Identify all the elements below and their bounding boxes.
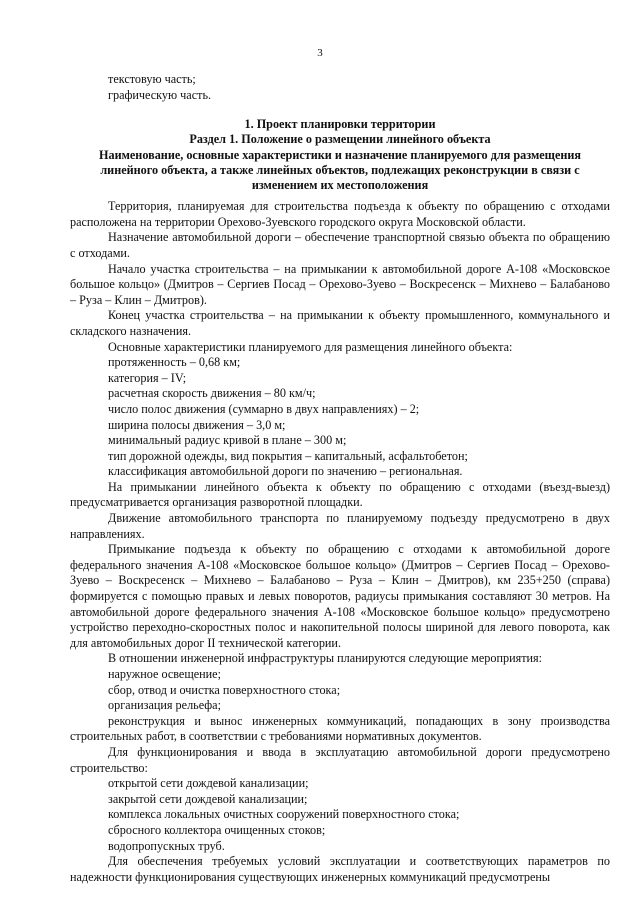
characteristic-item: ширина полосы движения – 3,0 м; xyxy=(108,417,286,432)
paragraph-utilities: Для обеспечения требуемых условий эксплуатации и соответствующих параметров по надежности функционирования существующих инженерных коммуникаций предусмотрены xyxy=(70,854,610,884)
construction-item: открытой сети дождевой канализации; xyxy=(108,776,309,791)
intro-item: графическую часть. xyxy=(108,87,212,102)
characteristic-item: минимальный радиус кривой в плане – 300 м; xyxy=(108,433,347,448)
heading-section: Раздел 1. Положение о размещении линейного объекта xyxy=(189,132,491,147)
paragraph-characteristics-intro: Основные характеристики планируемого для размещения линейного объекта: xyxy=(108,339,513,354)
paragraph-junction: Примыкание подъезда к объекту по обращению с отходами к автомобильной дороге федерального значения А-108 «Московское большое кольцо» (Дмитров – Сергиев Посад – Орехово-Зуево – Воскресенск – Михнево – Балабаново – Руза – Клин – Дмитров), км 235+250 (справа) формируется с помощью правых и левых поворотов, радиусы примыкания составляют 30 метров. На автомобильной дороге федерального значения А-108 «Московское большое кольцо» предусмотрено устройство переходно-скоростных полос и накопительной полосы шириной для левого поворота, как для автомобильных дорог II технической категории. xyxy=(70,542,610,650)
construction-item: водопропускных труб. xyxy=(108,838,225,853)
characteristic-item: тип дорожной одежды, вид покрытия – капитальный, асфальтобетон; xyxy=(108,448,468,463)
paragraph-end: Конец участка строительства – на примыкании к объекту промышленного, коммунального и складского назначения. xyxy=(70,308,610,338)
infrastructure-item: наружное освещение; xyxy=(108,667,221,682)
intro-item: текстовую часть; xyxy=(108,72,196,86)
paragraph-purpose: Назначение автомобильной дороги – обеспечение транспортной связью объекта по обращению с отходами. xyxy=(70,230,610,260)
characteristic-item: категория – IV; xyxy=(108,370,187,385)
infrastructure-item: реконструкция и вынос инженерных коммуникаций, попадающих в зону производства строительных работ, в соответствии с требованиями нормативных документов. xyxy=(70,713,610,744)
construction-item: закрытой сети дождевой канализации; xyxy=(108,791,308,806)
construction-item: комплекса локальных очистных сооружений поверхностного стока; xyxy=(108,807,460,822)
section-headings xyxy=(70,117,610,193)
construction-item: сбросного коллектора очищенных стоков; xyxy=(108,822,326,837)
paragraph-construction-intro: Для функционирования и ввода в эксплуатацию автомобильной дороги предусмотрено строительство: xyxy=(70,744,610,775)
paragraph-start: Начало участка строительства – на примыкании к автомобильной дороге А-108 «Московское большое кольцо» (Дмитров – Сергиев Посад – Орехово-Зуево – Воскресенск – Михнево – Балабаново – Руза – Клин – Дмитров). xyxy=(70,261,610,307)
page-number: 3 xyxy=(317,47,323,59)
infrastructure-item: организация рельефа; xyxy=(108,698,221,713)
paragraph-turnaround: На примыкании линейного объекта к объекту по обращению с отходами (въезд-выезд) предусматривается организация разворотной площадки. xyxy=(70,479,610,510)
document-body xyxy=(70,72,610,885)
paragraph-territory: Территория, планируемая для строительства подъезда к объекту по обращению с отходами расположена на территории Орехово-Зуевского городского округа Московской области. xyxy=(70,199,610,229)
characteristic-item: расчетная скорость движения – 80 км/ч; xyxy=(108,386,316,401)
infrastructure-item: сбор, отвод и очистка поверхностного стока; xyxy=(108,682,341,697)
heading-project: 1. Проект планировки территории xyxy=(244,117,436,132)
paragraph-traffic: Движение автомобильного транспорта по планируемому подъезду предусмотрено в двух направлениях. xyxy=(70,511,610,541)
characteristic-item: число полос движения (суммарно в двух направлениях) – 2; xyxy=(108,401,420,416)
characteristic-item: протяженность – 0,68 км; xyxy=(108,355,241,370)
heading-title: Наименование, основные характеристики и назначение планируемого для размещения линейного объекта, а также линейных объектов, подлежащих реконструкции в связи с изменением их местоположения xyxy=(99,147,581,192)
characteristic-item: классификация автомобильной дороги по значению – региональная. xyxy=(108,464,463,479)
paragraph-infrastructure-intro: В отношении инженерной инфраструктуры планируются следующие мероприятия: xyxy=(108,651,543,666)
